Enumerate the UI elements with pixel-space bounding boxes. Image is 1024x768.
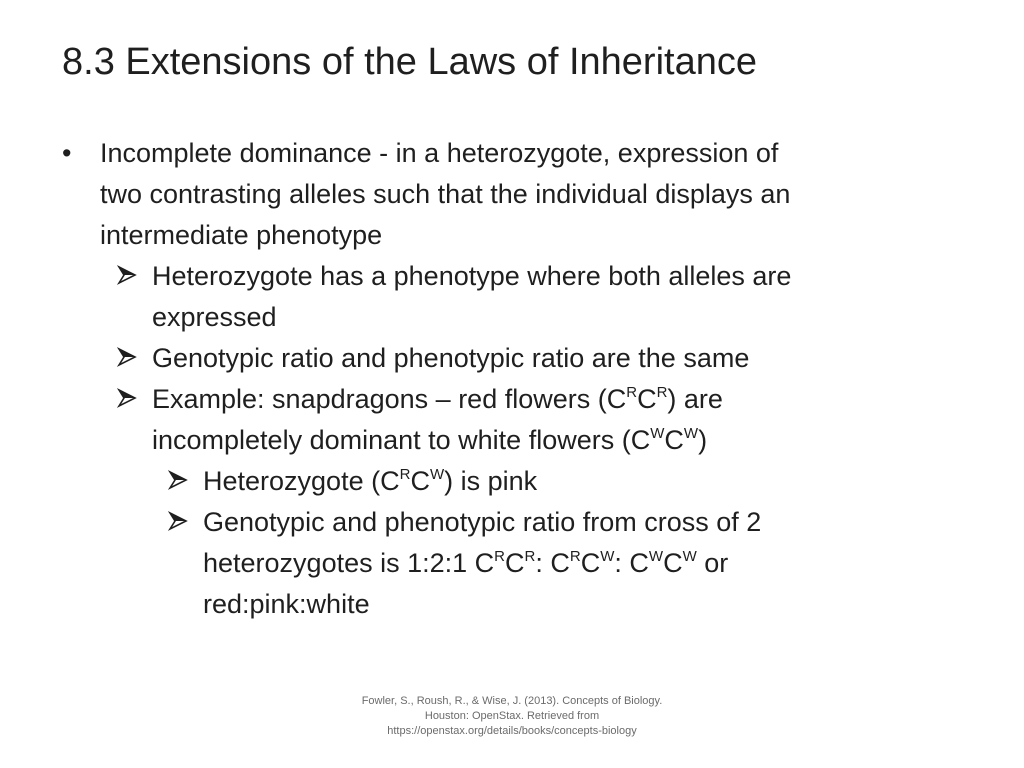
slide-title: 8.3 Extensions of the Laws of Inheritance bbox=[62, 41, 757, 83]
text-run: C bbox=[663, 548, 683, 578]
text-run: : C bbox=[614, 548, 649, 578]
arrowhead-bullet-icon bbox=[168, 511, 188, 535]
sub-sub-bullet-2-line-3: red:pink:white bbox=[203, 589, 370, 619]
arrowhead-bullet-icon bbox=[117, 347, 137, 371]
text-run: ) are bbox=[667, 384, 723, 414]
text-run: C bbox=[410, 466, 430, 496]
sub-sub-bullet-2-line-2 bbox=[203, 546, 728, 580]
text-run: Example: snapdragons – red flowers (C bbox=[152, 384, 627, 414]
text-run: ) bbox=[698, 425, 708, 455]
superscript: R bbox=[399, 466, 411, 483]
text-run: or bbox=[696, 548, 729, 578]
text-run: C bbox=[664, 425, 684, 455]
arrowhead-bullet-icon bbox=[168, 470, 188, 494]
main-bullet-line-3: intermediate phenotype bbox=[100, 220, 383, 250]
sub-sub-bullet-1-line-1 bbox=[203, 464, 537, 498]
superscript: R bbox=[656, 384, 668, 401]
sub-bullet-3-line-1 bbox=[152, 382, 723, 416]
sub-bullet-3-line-2 bbox=[152, 423, 707, 457]
sub-sub-bullet-2-line-1: Genotypic and phenotypic ratio from cross of 2 bbox=[203, 507, 762, 537]
sub-bullet-1-line-2: expressed bbox=[152, 302, 277, 332]
superscript: W bbox=[600, 548, 615, 565]
text-run: : C bbox=[535, 548, 570, 578]
citation bbox=[312, 694, 712, 739]
sub-bullet-2-line-1: Genotypic ratio and phenotypic ratio are the same bbox=[152, 343, 750, 373]
superscript: W bbox=[429, 466, 445, 483]
superscript: W bbox=[682, 548, 697, 565]
superscript: W bbox=[683, 425, 699, 442]
arrowhead-bullet-icon bbox=[117, 388, 137, 412]
arrowhead-bullet-icon bbox=[117, 265, 137, 289]
text-run: incompletely dominant to white flowers (C bbox=[152, 425, 651, 455]
superscript: R bbox=[494, 548, 506, 565]
text-run: Heterozygote (C bbox=[203, 466, 400, 496]
citation-line-3: https://openstax.org/details/books/concepts-biology bbox=[387, 725, 637, 737]
superscript: R bbox=[569, 548, 581, 565]
superscript: W bbox=[650, 425, 665, 442]
text-run: C bbox=[505, 548, 525, 578]
text-run: C bbox=[637, 384, 657, 414]
text-run: heterozygotes is 1:2:1 C bbox=[203, 548, 495, 578]
superscript: R bbox=[626, 384, 638, 401]
text-run: C bbox=[580, 548, 601, 578]
superscript: R bbox=[524, 548, 536, 565]
main-bullet-line-2: two contrasting alleles such that the individual displays an bbox=[100, 179, 791, 209]
sub-bullet-1-line-1: Heterozygote has a phenotype where both alleles are bbox=[152, 261, 792, 291]
main-bullet-line-1: Incomplete dominance - in a heterozygote, expression of bbox=[100, 138, 779, 168]
superscript: W bbox=[648, 548, 664, 565]
text-run: ) is pink bbox=[444, 466, 538, 496]
bullet-dot: • bbox=[62, 138, 72, 168]
citation-line-1: Fowler, S., Roush, R., & Wise, J. (2013). Concepts of Biology. bbox=[361, 695, 663, 707]
citation-line-2: Houston: OpenStax. Retrieved from bbox=[424, 710, 600, 722]
